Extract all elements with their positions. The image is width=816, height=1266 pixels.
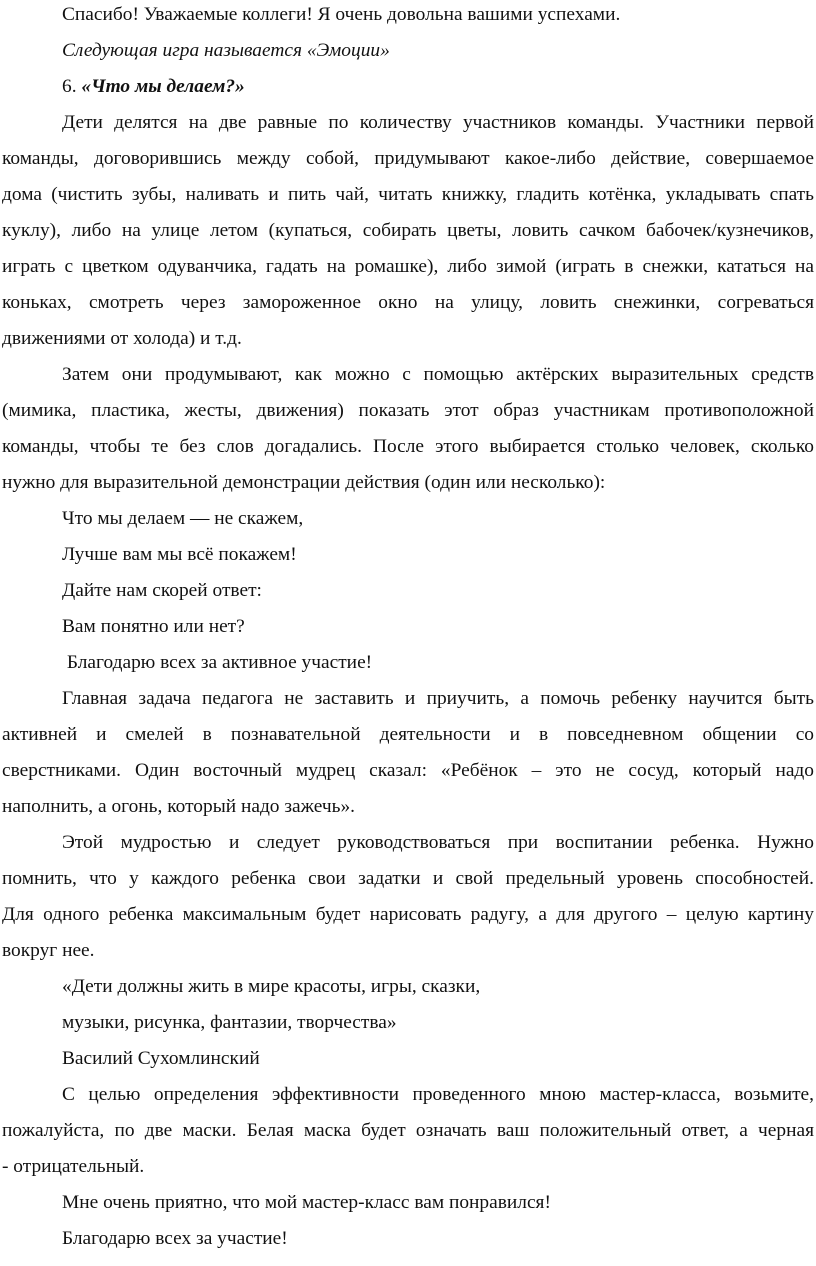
text-line: наполнить, а огонь, который надо зажечь». [2, 796, 356, 817]
text-line: С целью определения эффективности проведенного мною мастер-класса, возьмите, [62, 1084, 814, 1105]
text-line: команды, чтобы те без слов догадались. После этого выбирается столько человек, сколько [2, 436, 814, 457]
text-line: Мне очень приятно, что мой мастер-класс вам понравился! [62, 1192, 551, 1213]
text-line: вокруг нее. [2, 940, 95, 961]
text-line: куклу), либо на улице летом (купаться, собирать цветы, ловить сачком бабочек/кузнечиков, [2, 220, 814, 241]
text-line: нужно для выразительной демонстрации действия (один или несколько): [2, 472, 606, 493]
text-line: помнить, что у каждого ребенка свои задатки и свой предельный уровень способностей. [2, 868, 814, 889]
text-line: Следующая игра называется «Эмоции» [62, 40, 390, 61]
text-line: дома (чистить зубы, наливать и пить чай, читать книжку, гладить котёнка, укладывать спать [2, 184, 814, 205]
text-line: Главная задача педагога не заставить и приучить, а помочь ребенку научится быть [62, 688, 814, 709]
text-line: активней и смелей в познавательной деятельности и в повседневном общении со [2, 724, 814, 745]
text-line: - отрицательный. [2, 1156, 145, 1177]
text-line: коньках, смотреть через замороженное окно на улицу, ловить снежинки, согреваться [2, 292, 814, 313]
text-line: пожалуйста, по две маски. Белая маска будет означать ваш положительный ответ, а черная [2, 1120, 814, 1141]
text-line: движениями от холода) и т.д. [2, 328, 242, 349]
text-line: играть с цветком одуванчика, гадать на ромашке), либо зимой (играть в снежки, кататься на [2, 256, 814, 277]
text-line: Этой мудростью и следует руководствоваться при воспитании ребенка. Нужно [62, 832, 814, 853]
poem-line: Что мы делаем — не скажем, [62, 508, 304, 529]
text-line: сверстниками. Один восточный мудрец сказал: «Ребёнок – это не сосуд, который надо [2, 760, 814, 781]
quote-line: музыки, рисунка, фантазии, творчества» [62, 1012, 397, 1033]
text-line: команды, договорившись между собой, придумывают какое-либо действие, совершаемое [2, 148, 814, 169]
section-heading [62, 74, 814, 100]
text-line: Для одного ребенка максимальным будет нарисовать радугу, а для другого – целую картину [2, 904, 814, 925]
quote-line: «Дети должны жить в мире красоты, игры, сказки, [62, 976, 481, 997]
text-line: Благодарю всех за активное участие! [62, 652, 373, 673]
quote-author: Василий Сухомлинский [62, 1048, 260, 1069]
poem-line: Вам понятно или нет? [62, 616, 245, 637]
text-line: Благодарю всех за участие! [62, 1228, 288, 1249]
section-title: «Что мы делаем?» [81, 76, 245, 97]
poem-line: Лучше вам мы всё покажем! [62, 544, 297, 565]
section-number: 6. [62, 76, 77, 97]
poem-line: Дайте нам скорей ответ: [62, 580, 262, 601]
text-line: Затем они продумывают, как можно с помощью актёрских выразительных средств [62, 364, 814, 385]
text-line: Спасибо! Уважаемые коллеги! Я очень довольна вашими успехами. [62, 4, 621, 25]
text-line: (мимика, пластика, жесты, движения) показать этот образ участникам противоположной [2, 400, 814, 421]
text-line: Дети делятся на две равные по количеству участников команды. Участники первой [62, 112, 814, 133]
